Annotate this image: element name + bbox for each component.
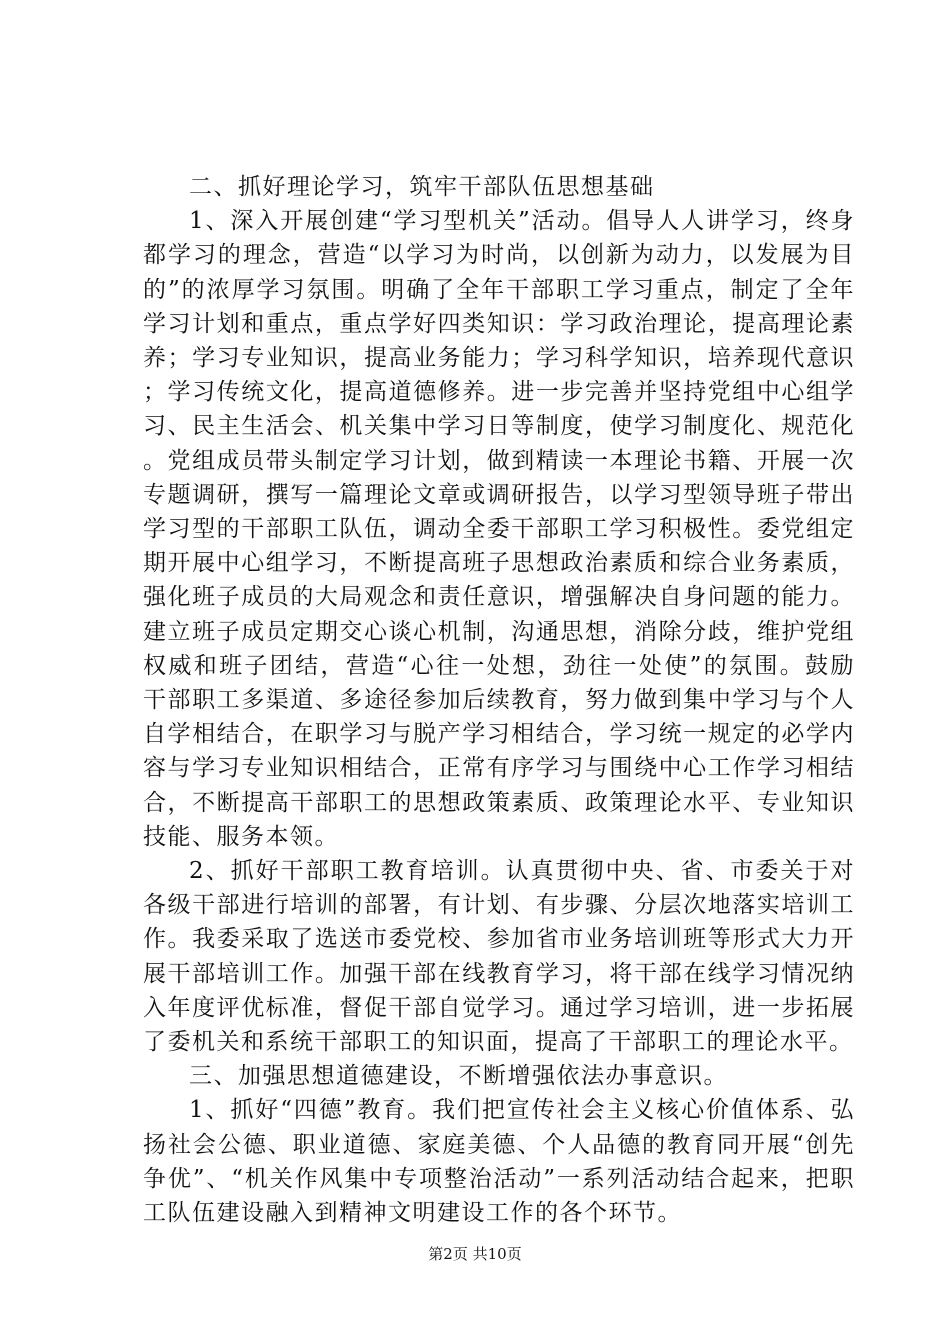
page-number-footer: 第2页 共10页 xyxy=(428,1245,522,1263)
paragraph-learning-organization: 1、深入开展创建“学习型机关”活动。倡导人人讲学习，终身都学习的理念，营造“以学习为时尚，以创新为动力，以发展为目的”的浓厚学习氛围。明确了全年干部职工学习重点，制定了全年学习计划和重点，重点学好四类知识：学习政治理论，提高理论素养；学习专业知识，提高业务能力；学习科学知识，培养现代意识；学习传统文化，提高道德修养。进一步完善并坚持党组中心组学习、民主生活会、机关集中学习日等制度，使学习制度化、规范化。党组成员带头制定学习计划，做到精读一本理论书籍、开展一次专题调研，撰写一篇理论文章或调研报告，以学习型领导班子带出学习型的干部职工队伍，调动全委干部职工学习积极性。委党组定期开展中心组学习，不断提高班子思想政治素质和综合业务素质，强化班子成员的大局观念和责任意识，增强解决自身问题的能力。建立班子成员定期交心谈心机制，沟通思想，消除分歧，维护党组权威和班子团结，营造“心往一处想，劲往一处使”的氛围。鼓励干部职工多渠道、多途径参加后续教育，努力做到集中学习与个人自学相结合，在职学习与脱产学习相结合，学习统一规定的必学内容与学习专业知识相结合，正常有序学习与围绕中心工作学习相结合，不断提高干部职工的思想政策素质、政策理论水平、专业知识技能、服务本领。 xyxy=(143,208,855,850)
paragraph-cadre-training: 2、抓好干部职工教育培训。认真贯彻中央、省、市委关于对各级干部进行培训的部署，有计划、有步骤、分层次地落实培训工作。我委采取了选送市委党校、参加省市业务培训班等形式大力开展干部培训工作。加强干部在线教育学习，将干部在线学习情况纳入年度评优标准，督促干部自觉学习。通过学习培训，进一步拓展了委机关和系统干部职工的知识面，提高了干部职工的理论水平。 xyxy=(143,858,855,1056)
section-heading-moral-building: 三、加强思想道德建设，不断增强依法办事意识。 xyxy=(189,1063,728,1090)
paragraph-four-virtues: 1、抓好“四德”教育。我们把宣传社会主义核心价值体系、弘扬社会公德、职业道德、家庭美德、个人品德的教育同开展“创先争优”、“机关作风集中专项整治活动”一系列活动结合起来，把职工队伍建设融入到精神文明建设工作的各个环节。 xyxy=(143,1097,855,1227)
section-heading-theory-study: 二、抓好理论学习，筑牢干部队伍思想基础 xyxy=(189,174,655,200)
document-body xyxy=(143,170,855,1230)
